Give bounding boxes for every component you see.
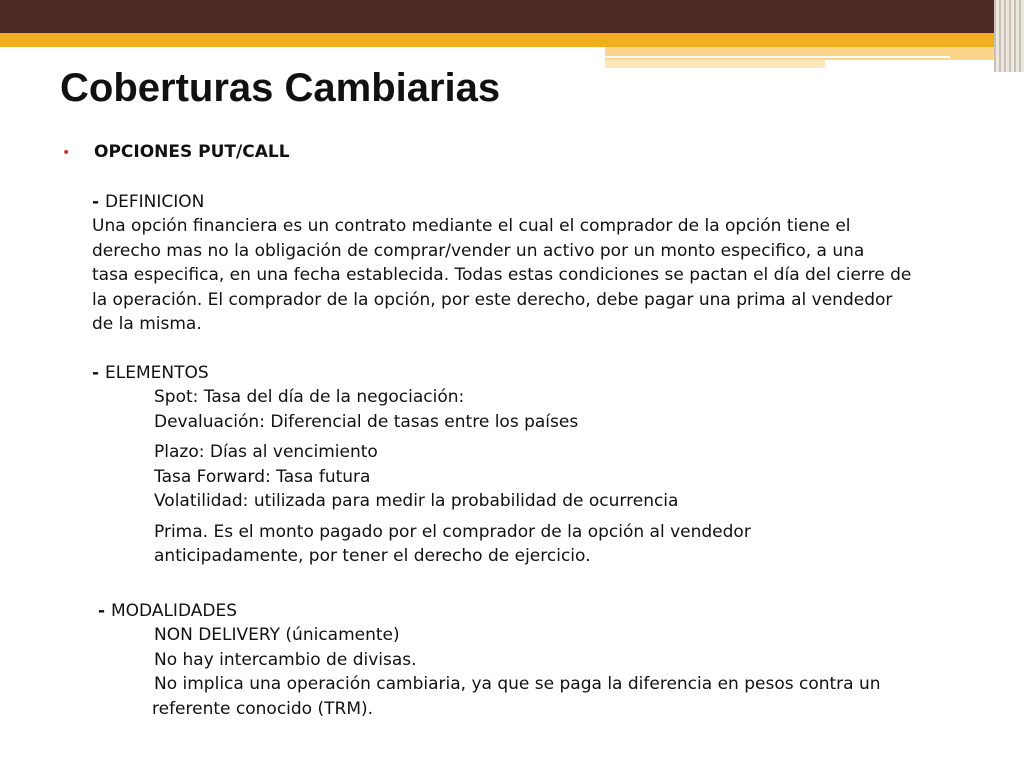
elementos-dash: - — [92, 362, 105, 383]
header-bar-dark — [0, 0, 1024, 33]
header-stripes — [994, 0, 1024, 72]
elementos-item: anticipadamente, por tener el derecho de ejercicio. — [154, 546, 591, 566]
definicion-label: DEFINICION — [104, 191, 205, 212]
elementos-item: Tasa Forward: Tasa futura — [154, 466, 371, 487]
modalidades-heading — [98, 599, 980, 624]
spacer — [60, 569, 980, 599]
section-definicion — [92, 190, 980, 337]
header-bar-line — [600, 56, 950, 58]
definicion-line: derecho mas no la obligación de comprar/vender un activo por un monto especifico, a una — [92, 240, 865, 261]
elementos-item: Devaluación: Diferencial de tasas entre los países — [154, 411, 579, 432]
slide-title: Coberturas Cambiarias — [60, 66, 501, 110]
modalidades-dash: - — [98, 600, 111, 621]
modalidades-item: referente conocido (TRM). — [152, 698, 374, 719]
elementos-item: Spot: Tasa del día de la negociación: — [154, 387, 465, 407]
section-modalidades — [98, 599, 980, 722]
elementos-item: Prima. Es el monto pagado por el comprador de la opción al vendedor — [154, 521, 751, 542]
modalidades-item: NON DELIVERY (únicamente) — [154, 625, 400, 645]
bullet-item — [60, 140, 980, 166]
elementos-heading — [92, 361, 980, 386]
modalidades-label: MODALIDADES — [110, 600, 237, 621]
definicion-heading — [92, 190, 980, 215]
spacer — [60, 166, 980, 190]
header-bar-gold — [0, 33, 1024, 47]
section-elementos — [92, 361, 980, 569]
spacer — [60, 337, 980, 361]
elementos-item: Plazo: Días al vencimiento — [154, 442, 378, 462]
bullet-heading: OPCIONES PUT/CALL — [94, 142, 290, 162]
elementos-label: ELEMENTOS — [104, 362, 209, 383]
header-bar-pale — [605, 47, 1005, 60]
elementos-item: Volatilidad: utilizada para medir la probabilidad de ocurrencia — [154, 491, 679, 511]
modalidades-item: No hay intercambio de divisas. — [154, 649, 417, 670]
definicion-line: la operación. El comprador de la opción, por este derecho, debe pagar una prima al vendedor — [92, 289, 893, 310]
bullet-icon: • — [62, 145, 71, 161]
modalidades-item: No implica una operación cambiaria, ya que se paga la diferencia en pesos contra un — [154, 674, 881, 694]
definicion-line: Una opción financiera es un contrato mediante el cual el comprador de la opción tiene el — [92, 216, 851, 236]
definicion-dash: - — [92, 191, 105, 212]
header-bar-pale-secondary — [605, 60, 825, 68]
definicion-line: tasa especifica, en una fecha establecida. Todas estas condiciones se pactan el día del cierre de — [92, 265, 912, 285]
slide-content — [60, 140, 980, 721]
definicion-line: de la misma. — [92, 314, 202, 334]
